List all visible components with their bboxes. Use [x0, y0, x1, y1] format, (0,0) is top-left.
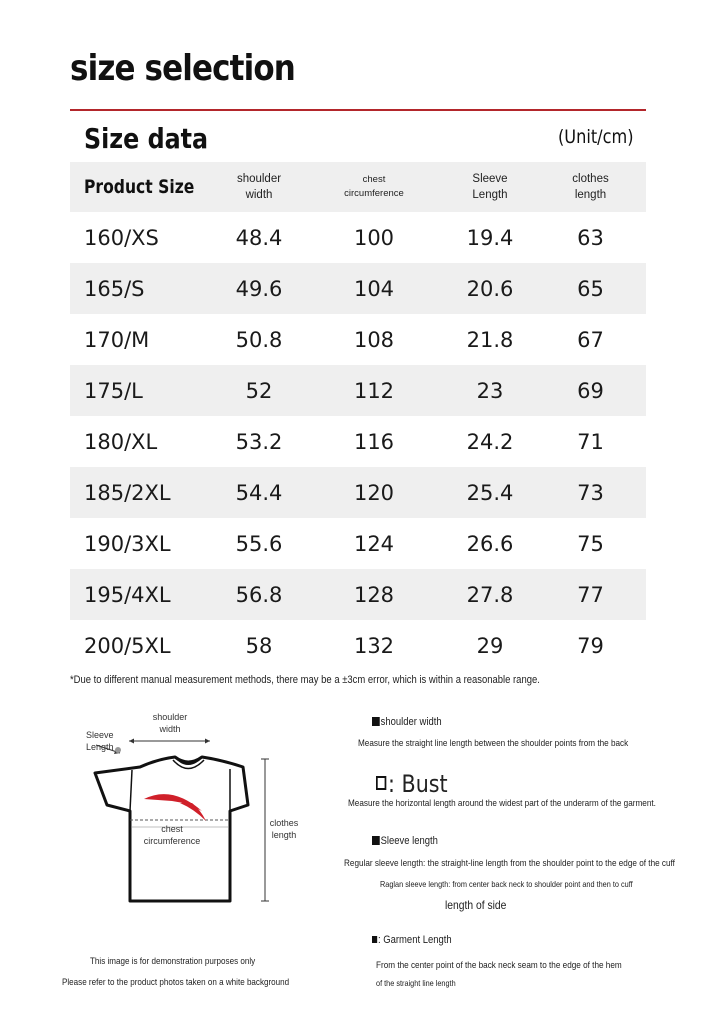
cell-clothes-length: 73: [577, 480, 604, 505]
sleeve-length-desc-3: length of side: [445, 898, 507, 912]
table-row: [70, 365, 646, 416]
unit-label: (Unit/cm): [558, 126, 634, 148]
header-sleeve-length: Sleeve Length: [472, 173, 508, 201]
cell-shoulder-width: 48.4: [235, 225, 283, 250]
bust-desc: Measure the horizontal length around the widest part of the underarm of the garment.: [348, 798, 656, 809]
number-badge-icon: [376, 776, 386, 790]
garment-length-title: : Garment Length: [372, 934, 452, 946]
diagram-chest-label: chest circumference: [143, 824, 201, 846]
cell-product-size: 160/XS: [84, 225, 159, 250]
cell-product-size: 195/4XL: [84, 582, 171, 607]
number-badge-icon: [372, 936, 377, 943]
cell-shoulder-width: 56.8: [235, 582, 283, 607]
cell-sleeve-length: 24.2: [466, 429, 514, 454]
header-product-size: Product Size: [84, 176, 195, 198]
demo-note-line2: Please refer to the product photos taken on a white background: [62, 977, 290, 988]
header-shoulder-width: shoulder width: [236, 173, 282, 201]
cell-clothes-length: 69: [577, 378, 604, 403]
cell-shoulder-width: 53.2: [235, 429, 283, 454]
cell-product-size: 170/M: [84, 327, 150, 352]
cell-sleeve-length: 23: [476, 378, 504, 403]
cell-clothes-length: 65: [577, 276, 604, 301]
title-divider: [70, 109, 646, 111]
page-title: size selection: [70, 48, 295, 89]
cell-chest: 124: [353, 531, 395, 556]
table-row: [70, 467, 646, 518]
size-table: [70, 162, 646, 671]
tshirt-diagram: [80, 705, 320, 920]
section-title: Size data: [84, 122, 209, 155]
bust-title: : Bust: [376, 770, 448, 798]
sleeve-length-desc-2: Raglan sleeve length: from center back neck to shoulder point and then to cuff: [380, 879, 633, 889]
cell-product-size: 200/5XL: [84, 633, 171, 658]
number-badge-icon: [372, 717, 380, 726]
cell-sleeve-length: 20.6: [466, 276, 514, 301]
cell-product-size: 165/S: [84, 276, 145, 301]
header-chest-circumference: chest circumference: [344, 174, 404, 199]
cell-clothes-length: 75: [577, 531, 604, 556]
table-row: [70, 212, 646, 263]
cell-sleeve-length: 21.8: [466, 327, 514, 352]
table-row: [70, 518, 646, 569]
number-badge-icon: [372, 836, 380, 845]
cell-clothes-length: 79: [577, 633, 604, 658]
table-row: [70, 620, 646, 671]
cell-shoulder-width: 55.6: [235, 531, 283, 556]
sleeve-length-desc-1: Regular sleeve length: the straight-line length from the shoulder point to the edge of the cuff: [344, 858, 675, 869]
cell-shoulder-width: 50.8: [235, 327, 283, 352]
sleeve-length-title: Sleeve length: [372, 835, 438, 847]
cell-chest: 128: [353, 582, 395, 607]
cell-shoulder-width: 49.6: [235, 276, 283, 301]
cell-chest: 108: [353, 327, 395, 352]
cell-sleeve-length: 29: [476, 633, 504, 658]
cell-sleeve-length: 19.4: [466, 225, 514, 250]
table-row: [70, 314, 646, 365]
cell-shoulder-width: 52: [245, 378, 273, 403]
garment-length-desc-1: From the center point of the back neck seam to the edge of the hem: [376, 960, 622, 971]
shoulder-width-title: shoulder width: [372, 716, 442, 728]
table-row: [70, 416, 646, 467]
cell-shoulder-width: 58: [245, 633, 273, 658]
cell-shoulder-width: 54.4: [235, 480, 283, 505]
cell-sleeve-length: 25.4: [466, 480, 514, 505]
table-row: [70, 263, 646, 314]
cell-sleeve-length: 27.8: [466, 582, 514, 607]
shoulder-width-desc: Measure the straight line length between the shoulder points from the back: [358, 738, 629, 749]
cell-chest: 120: [353, 480, 395, 505]
cell-clothes-length: 77: [577, 582, 604, 607]
measurement-note: *Due to different manual measurement methods, there may be a ±3cm error, which is within a reasonable range.: [70, 674, 540, 686]
table-header-row: [70, 162, 646, 212]
cell-product-size: 175/L: [84, 378, 143, 403]
demo-note-line1: This image is for demonstration purposes only: [90, 956, 256, 967]
cell-chest: 112: [353, 378, 395, 403]
cell-product-size: 190/3XL: [84, 531, 171, 556]
diagram-sleeve-label: Sleeve Length: [86, 730, 114, 752]
cell-sleeve-length: 26.6: [466, 531, 514, 556]
cell-product-size: 180/XL: [84, 429, 158, 454]
table-row: [70, 569, 646, 620]
header-clothes-length: clothes length: [572, 173, 609, 201]
cell-chest: 104: [353, 276, 395, 301]
cell-clothes-length: 67: [577, 327, 604, 352]
garment-length-desc-2: of the straight line length: [376, 978, 456, 988]
cell-chest: 100: [353, 225, 395, 250]
cell-chest: 132: [353, 633, 395, 658]
cell-chest: 116: [353, 429, 395, 454]
cell-product-size: 185/2XL: [84, 480, 171, 505]
table-body: [70, 212, 646, 671]
cell-clothes-length: 63: [577, 225, 604, 250]
cell-clothes-length: 71: [577, 429, 604, 454]
diagram-shoulder-label: shoulder width: [152, 712, 188, 734]
diagram-clothes-label: clothes length: [269, 818, 299, 840]
